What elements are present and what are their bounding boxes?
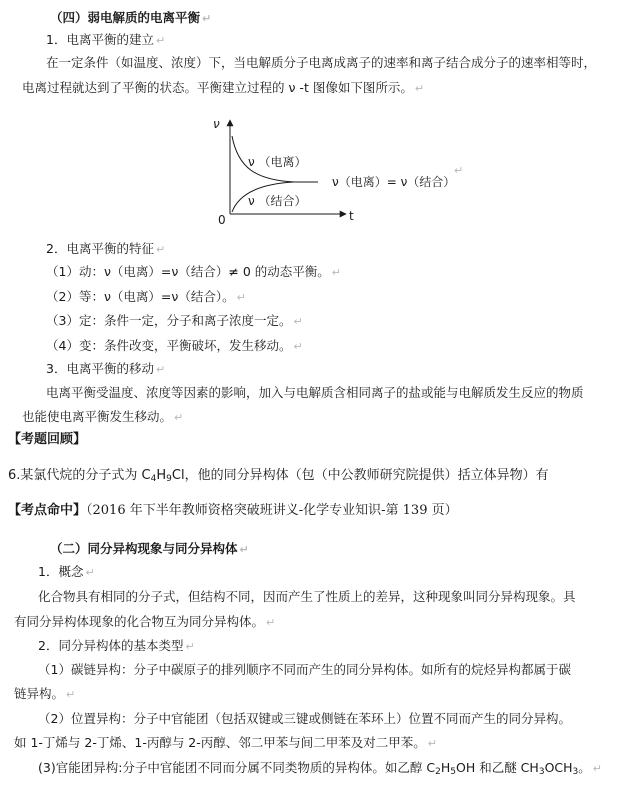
paragraph-line: 电离平衡受温度、浓度等因素的影响，加入与电解质含相同离子的盐或能与电解质发生反应的物质	[46, 385, 584, 400]
heading-concept: 1．概念 ↵	[38, 564, 95, 579]
origin-label: 0	[218, 213, 226, 227]
feature-item: （2）等：ν（电离）=ν（结合）。 ↵	[46, 289, 246, 304]
section-title-weak-electrolyte: （四）弱电解质的电离平衡 ↵	[50, 10, 212, 25]
feature-item: （4）变：条件改变，平衡破坏，发生移动。 ↵	[46, 338, 303, 353]
paragraph-line: 如 1-丁烯与 2-丁烯、1-丙醇与 2-丙醇、邻二甲苯与间二甲苯及对二甲苯。 ↵	[14, 735, 437, 750]
paragraph-line: 也能使电离平衡发生移动。 ↵	[22, 409, 184, 424]
paragraph-line: (3)官能团异构:分子中官能团不同而分属不同类物质的异构体。如乙醇 $C_2H_5OH$ 和乙醚 $CH_3OCH_3$。 ↵	[38, 760, 602, 777]
exam-reference: 【考点命中】（2016 年下半年教师资格突破班讲义-化学专业知识-第 139 页）	[8, 503, 458, 518]
section-title-isomers: （二）同分异构现象与同分异构体 ↵	[50, 541, 249, 556]
paragraph-line: （1）碳链异构：分子中碳原子的排列顺序不同而产生的同分异构体。如所有的烷烃异构都属于碳	[38, 662, 571, 677]
review-heading: 【考题回顾】	[8, 432, 87, 447]
x-axis-label: t	[349, 209, 354, 223]
paragraph-line: 在一定条件（如温度、浓度）下，当电解质分子电离成离子的速率和离子结合成分子的速率相等时，	[46, 55, 597, 70]
y-axis-label: ν	[213, 117, 220, 131]
feature-item: （1）动：ν（电离）=ν（结合）≠ 0 的动态平衡。 ↵	[46, 264, 341, 279]
heading-ionization-establish: 1．电离平衡的建立 ↵	[46, 32, 166, 47]
heading-ionization-features: 2．电离平衡的特征 ↵	[46, 241, 166, 256]
ionization-curve-label: ν （电离）	[248, 155, 307, 169]
feature-item: （3）定：条件一定，分子和离子浓度一定。 ↵	[46, 313, 303, 328]
paragraph-line: （2）位置异构：分子中官能团（包括双键或三键或侧链在苯环上）位置不同而产生的同分异构。	[38, 711, 571, 726]
paragraph-line: 电离过程就达到了平衡的状态。平衡建立过程的 ν -t 图像如下图所示。 ↵	[22, 80, 425, 95]
paragraph-mark: ↵	[454, 164, 464, 177]
equilibrium-label: ν（电离）= ν（结合）	[332, 175, 456, 189]
heading-ionization-shift: 3．电离平衡的移动 ↵	[46, 361, 166, 376]
paragraph-line: 有同分异构体现象的化合物互为同分异构体。 ↵	[14, 614, 276, 629]
paragraph-line: 化合物具有相同的分子式，但结构不同，因而产生了性质上的差异，这种现象叫同分异构现象。具	[38, 589, 576, 604]
heading-isomer-types: 2．同分异构体的基本类型 ↵	[38, 638, 195, 653]
question-6: 6.某氯代烷的分子式为 $C_4H_9Cl$，他的同分异构体（包（中公教师研究院提供）括立体异物）有	[8, 468, 549, 484]
paragraph-line: 链异构。 ↵	[14, 686, 76, 701]
combination-curve-label: ν （结合）	[248, 194, 307, 208]
rate-time-graph	[208, 116, 478, 228]
